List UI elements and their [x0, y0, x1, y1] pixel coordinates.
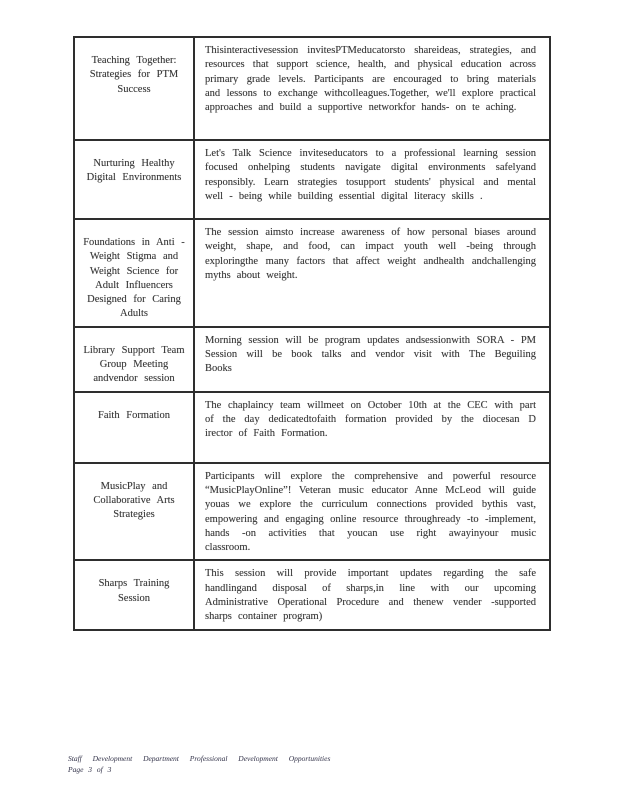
- table-row: [75, 218, 549, 326]
- page-footer: [68, 753, 330, 775]
- table-row: [75, 139, 549, 218]
- footer-page-number: Page 3 of 3: [68, 765, 112, 774]
- session-description: Thisinteractivesession invitesPTMeducatorsto shareideas, strategies, and resources that support science, health, and physical education across primary grade levels. Participants are encouraged to bring materials and lessons to exchange withcolleagues.Together, we'll explore practical approaches and build a supportive networkfor hands- on te aching.: [205, 45, 536, 114]
- table-row: [75, 38, 549, 139]
- session-description: This session will provide important updates regarding the safe handlingand disposal of sharps,in line with our upcoming Administrative Operational Procedure and thenew vender -supported sharps container program): [205, 568, 536, 623]
- session-title: Nurturing Healthy Digital Environments: [75, 141, 195, 218]
- session-description: The session aimsto increase awareness of how personal biases around weight, shape, and food, can impact youth well -being through exploringthe many factors that affect weight andhealth andchallenging myths about weight.: [205, 227, 536, 281]
- session-title: MusicPlay and Collaborative Arts Strategies: [75, 464, 195, 560]
- session-title: Library Support Team Group Meeting andvendor session: [75, 328, 195, 391]
- session-description: The chaplaincy team willmeet on October 10th at the CEC with part of the day dedicatedtofaith formation provided by the diocesan D irector of Faith Formation.: [205, 399, 536, 440]
- session-title: Teaching Together: Strategies for PTM Success: [75, 38, 195, 139]
- session-title: Sharps Training Session: [75, 561, 195, 629]
- table-row: [75, 391, 549, 462]
- sessions-table: [73, 36, 551, 631]
- session-title: Faith Formation: [75, 393, 195, 462]
- session-description: Participants will explore the comprehensive and powerful resource “MusicPlayOnline”! Veteran music educator Anne McLeod will guide youas we explore the curriculum connections provided bythis vast, empowering and engaging online resource throughready -to -implement, hands -on activities that youcan use right awayinyour music classroom.: [205, 470, 536, 554]
- footer-document-title: Staff Development Department Professional Development Opportunities: [68, 754, 331, 763]
- session-title: Foundations in Anti - Weight Stigma and Weight Science for Adult Influencers Designed for Caring Adults: [75, 220, 195, 326]
- table-row: [75, 559, 549, 629]
- session-description: Let's Talk Science inviteseducators to a professional learning session focused onhelping students navigate digital environments safelyand responsibly. Learn strategies tosupport students' physical and mental well - being while building essential digital literacy skills .: [205, 148, 536, 202]
- table-row: [75, 326, 549, 391]
- session-description: Morning session will be program updates andsessionwith SORA - PM Session will be book talks and vendor visit with The Beguiling Books: [205, 334, 536, 375]
- table-row: [75, 462, 549, 560]
